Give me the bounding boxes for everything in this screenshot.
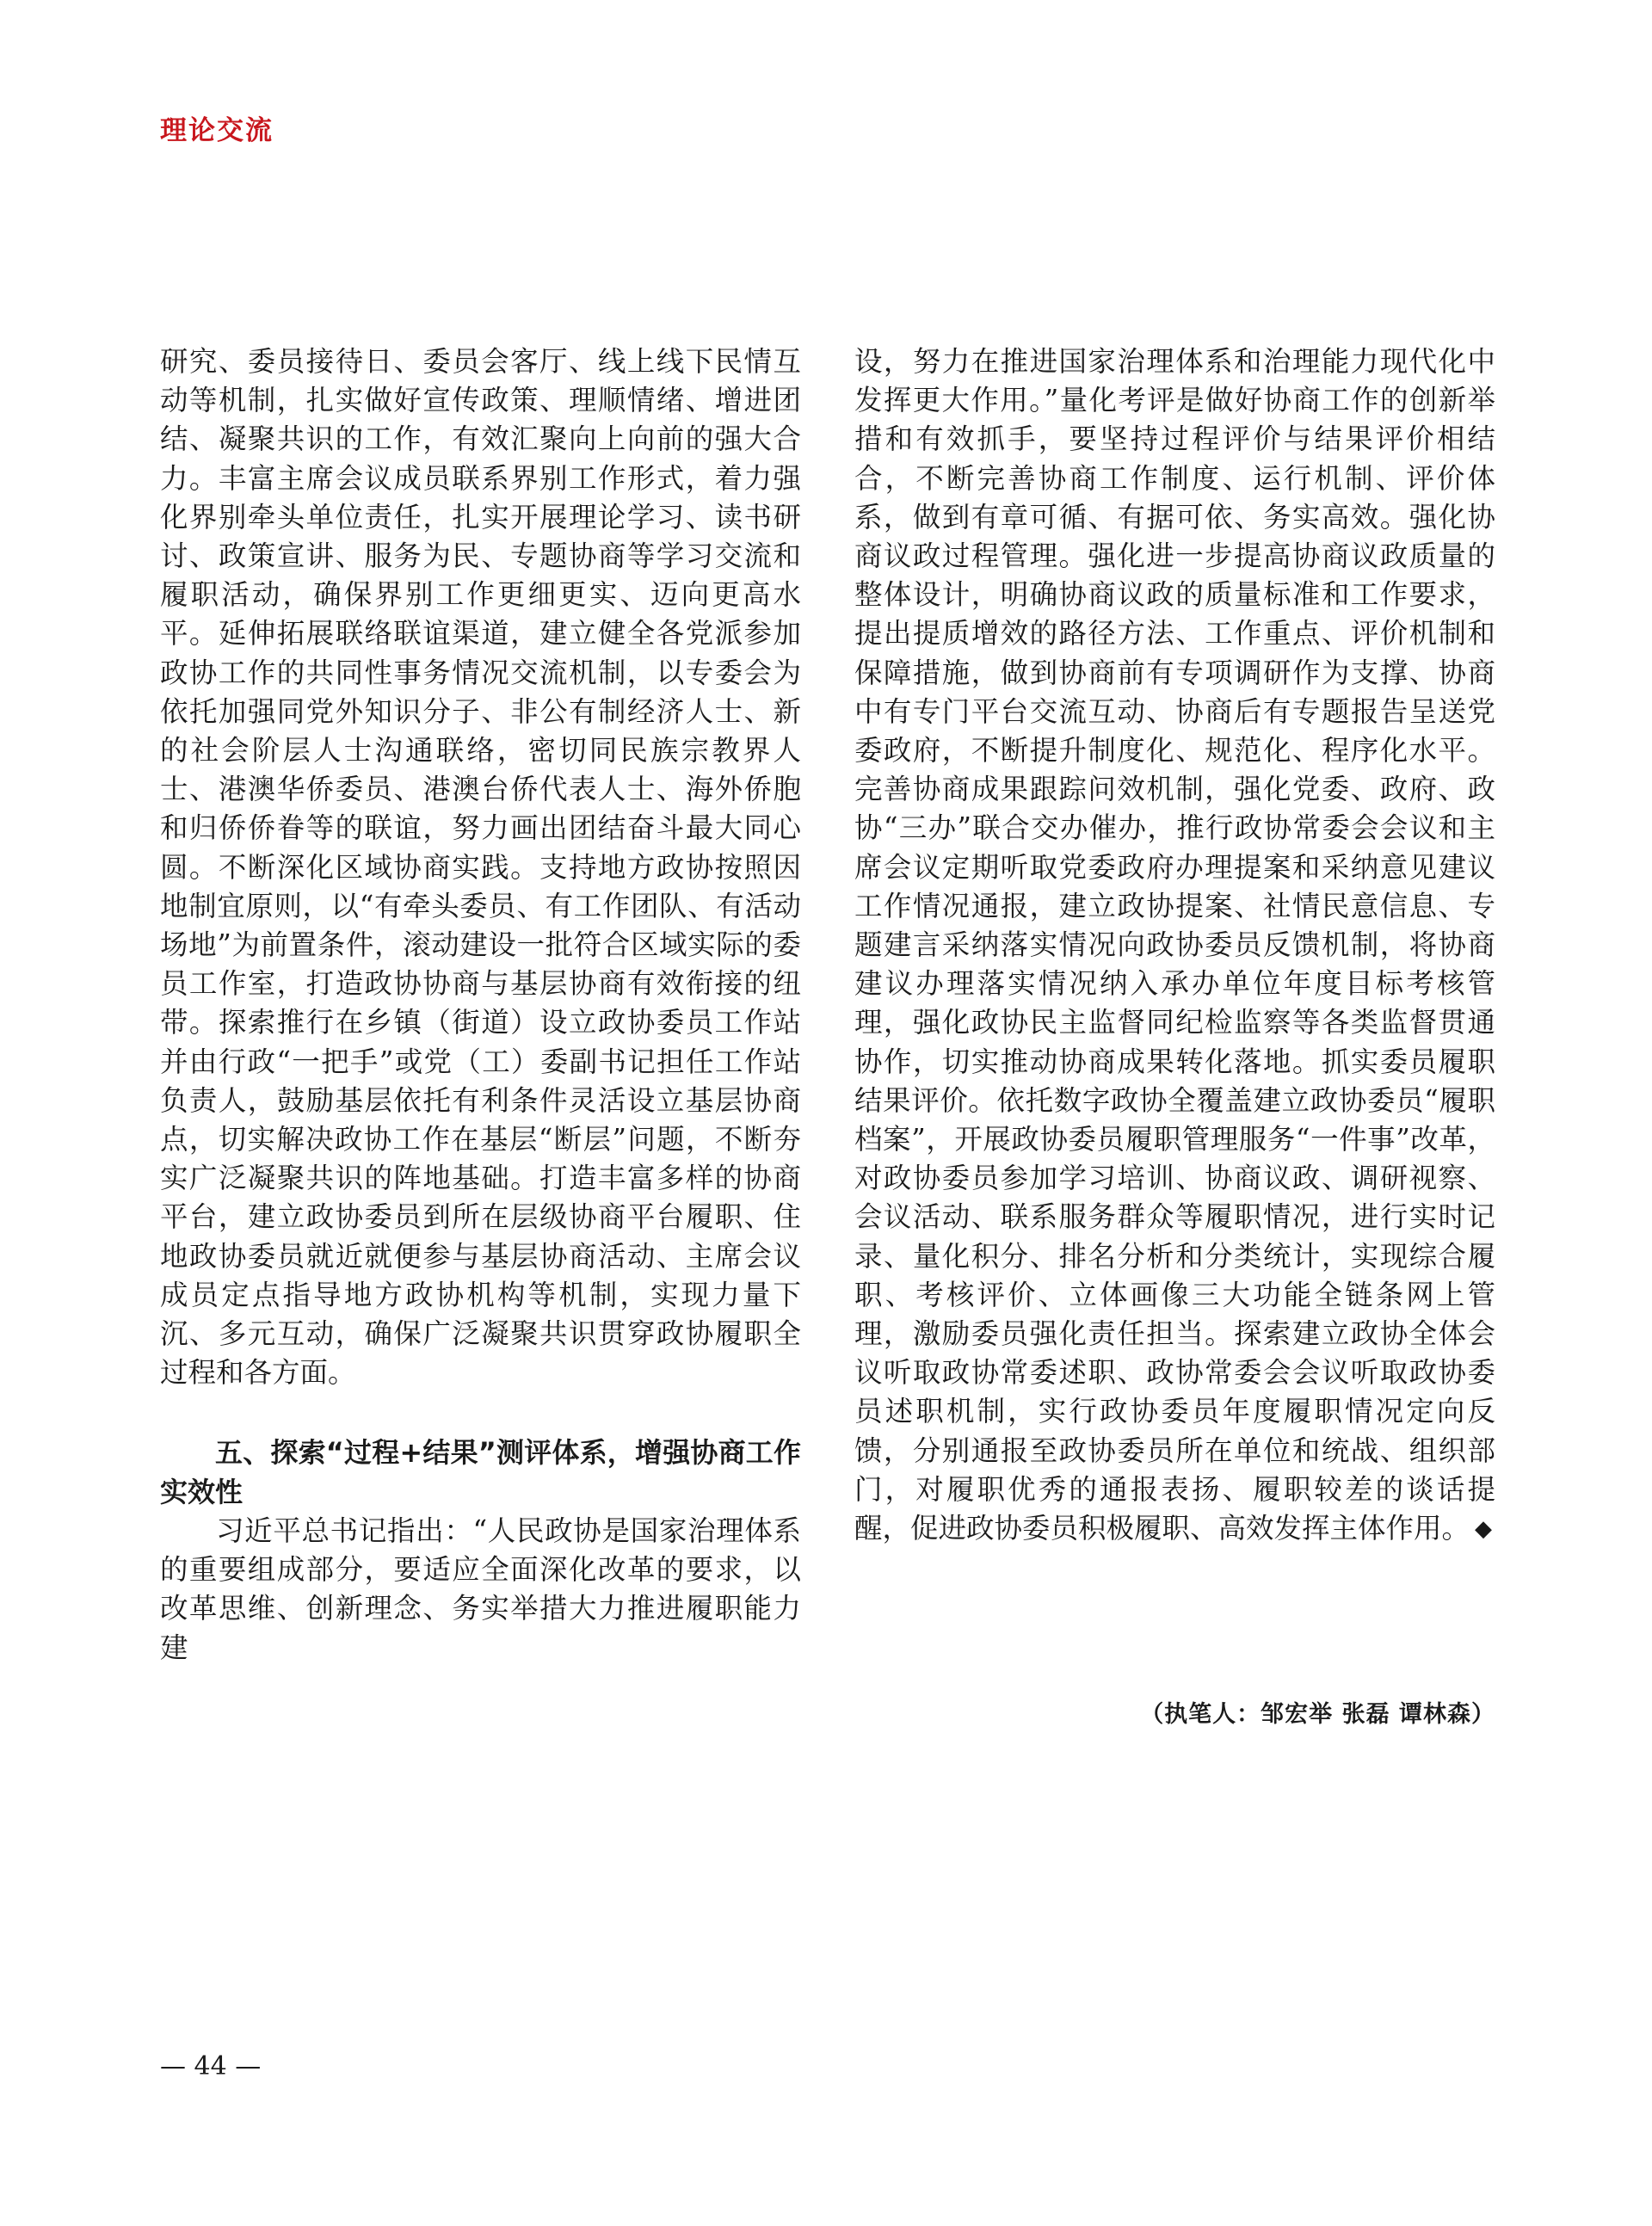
body-paragraph: 研究、委员接待日、委员会客厅、线上线下民情互动等机制，扎实做好宣传政策、理顺情绪、增进团结、凝聚共识的工作，有效汇聚向上向前的强大合力。丰富主席会议成员联系界别工作形式，着力强化界别牵头单位责任，扎实开展理论学习、读书研讨、政策宣讲、服务为民、专题协商等学习交流和履职活动，确保界别工作更细更实、迈向更高水平。延伸拓展联络联谊渠道，建立健全各党派参加政协工作的共同性事务情况交流机制，以专委会为依托加强同党外知识分子、非公有制经济人士、新的社会阶层人士沟通联络，密切同民族宗教界人士、港澳华侨委员、港澳台侨代表人士、海外侨胞和归侨侨眷等的联谊，努力画出团结奋斗最大同心圆。不断深化区域协商实践。支持地方政协按照因地制宜原则，以“有牵头委员、有工作团队、有活动场地”为前置条件，滚动建设一批符合区域实际的委员工作室，打造政协协商与基层协商有效衔接的纽带。探索推行在乡镇（街道）设立政协委员工作站并由行政“一把手”或党（工）委副书记担任工作站负责人，鼓励基层依托有利条件灵活设立基层协商点，切实解决政协工作在基层“断层”问题，不断夯实广泛凝聚共识的阵地基础。打造丰富多样的协商平台，建立政协委员到所在层级协商平台履职、住地政协委员就近就便参与基层协商活动、主席会议成员定点指导地方政协机构等机制，实现力量下沉、多元互动，确保广泛凝聚共识贯穿政协履职全过程和各方面。	[160, 345, 801, 1390]
right-column	[854, 342, 1495, 1549]
body-text: 设，努力在推进国家治理体系和治理能力现代化中发挥更大作用。”量化考评是做好协商工作的创新举措和有效抓手，要坚持过程评价与结果评价相结合，不断完善协商工作制度、运行机制、评价体系，做到有章可循、有据可依、务实高效。强化协商议政过程管理。强化进一步提高协商议政质量的整体设计，明确协商议政的质量标准和工作要求，提出提质增效的路径方法、工作重点、评价机制和保障措施，做到协商前有专项调研作为支撑、协商中有专门平台交流互动、协商后有专题报告呈送党委政府，不断提升制度化、规范化、程序化水平。完善协商成果跟踪问效机制，强化党委、政府、政协“三办”联合交办催办，推行政协常委会会议和主席会议定期听取党委政府办理提案和采纳意见建议工作情况通报，建立政协提案、社情民意信息、专题建言采纳落实情况向政协委员反馈机制，将协商建议办理落实情况纳入承办单位年度目标考核管理，强化政协民主监督同纪检监察等各类监督贯通协作，切实推动协商成果转化落地。抓实委员履职结果评价。依托数字政协全覆盖建立政协委员“履职档案”，开展政协委员履职管理服务“一件事”改革，对政协委员参加学习培训、协商议政、调研视察、会议活动、联系服务群众等履职情况，进行实时记录、量化积分、排名分析和分类统计，实现综合履职、考核评价、立体画像三大功能全链条网上管理，激励委员强化责任担当。探索建立政协全体会议听取政协常委述职、政协常委会会议听取政协委员述职机制，实行政协委员年度履职情况定向反馈，分别通报至政协委员所在单位和统战、组织部门，对履职优秀的通报表扬、履职较差的谈话提醒，促进政协委员积极履职、高效发挥主体作用。	[854, 345, 1495, 1545]
section-heading: 五、探索“过程+结果”测评体系，增强协商工作实效性	[160, 1436, 801, 1508]
end-mark-diamond-icon: ◆	[1475, 1516, 1493, 1543]
left-column	[160, 342, 801, 1668]
author-byline: （执笔人：邹宏举 张磊 谭林森）	[1140, 1701, 1495, 1728]
section-label: 理论交流	[160, 115, 274, 146]
body-paragraph: 习近平总书记指出：“人民政协是国家治理体系的重要组成部分，要适应全面深化改革的要求，以改革思维、创新理念、务实举措大力推进履职能力建	[160, 1514, 801, 1664]
body-paragraph	[854, 342, 1495, 1549]
page-number: — 44 —	[160, 2051, 262, 2081]
